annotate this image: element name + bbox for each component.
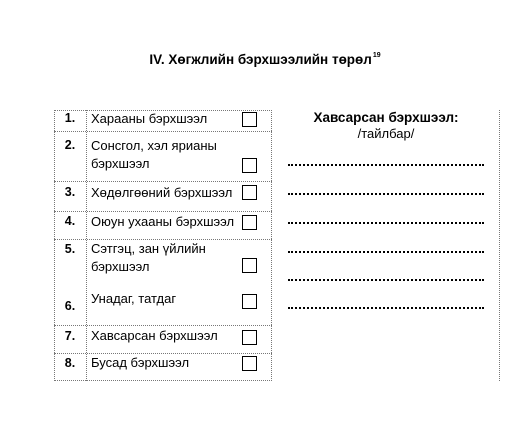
combined-disability-title: Хавсарсан бэрхшээл:	[313, 110, 459, 125]
checkbox-other[interactable]	[242, 356, 257, 371]
checkbox-intellectual[interactable]	[242, 215, 257, 230]
description-line-5[interactable]	[288, 279, 484, 281]
checkbox-epilepsy[interactable]	[242, 294, 257, 309]
checkbox-hearing-speech[interactable]	[242, 158, 257, 173]
description-line-3[interactable]	[288, 222, 484, 224]
item-number: 8.	[64, 356, 76, 370]
item-number: 3.	[64, 185, 76, 199]
item-number: 7.	[64, 329, 76, 343]
section-border-right	[499, 110, 500, 381]
item-label-mental-behavioral-line2: бэрхшээл	[91, 259, 150, 274]
table-column-divider	[86, 110, 87, 381]
item-label-hearing-speech: Сонсгол, хэл ярианы	[91, 138, 217, 153]
section-title-text: IV. Хөгжлийн бэрхшээлийн төрөл	[149, 52, 372, 67]
description-line-4[interactable]	[288, 251, 484, 253]
item-number: 2.	[64, 138, 76, 152]
row-divider	[54, 181, 272, 182]
combined-disability-section	[272, 110, 500, 381]
footnote-marker: 19	[372, 52, 381, 59]
combined-disability-subtitle: /тайлбар/	[357, 126, 415, 141]
disability-type-table	[54, 110, 272, 381]
section-title	[0, 52, 530, 67]
row-divider	[54, 131, 272, 132]
item-label-other: Бусад бэрхшээл	[91, 355, 190, 370]
checkbox-combined[interactable]	[242, 330, 257, 345]
checkbox-mental-behavioral[interactable]	[242, 258, 257, 273]
checkbox-mobility[interactable]	[242, 185, 257, 200]
item-label-epilepsy: Унадаг, татдаг	[91, 291, 177, 306]
item-label-intellectual: Оюун ухааны бэрхшээл	[91, 214, 235, 229]
row-divider	[54, 325, 272, 326]
row-divider	[54, 211, 272, 212]
item-label-hearing-speech-line2: бэрхшээл	[91, 156, 150, 171]
description-line-2[interactable]	[288, 193, 484, 195]
item-number: 1.	[64, 111, 76, 125]
item-number: 4.	[64, 214, 76, 228]
checkbox-visual[interactable]	[242, 112, 257, 127]
description-line-6[interactable]	[288, 307, 484, 309]
table-border-bottom	[54, 380, 272, 381]
item-label-visual: Харааны бэрхшээл	[91, 111, 208, 126]
description-line-1[interactable]	[288, 164, 484, 166]
item-number: 5.	[64, 242, 76, 256]
item-label-mobility: Хөдөлгөөний бэрхшээл	[91, 185, 233, 200]
item-label-mental-behavioral: Сэтгэц, зан үйлийн	[91, 241, 206, 256]
item-label-combined: Хавсарсан бэрхшээл	[91, 328, 218, 343]
item-number: 6.	[64, 299, 76, 313]
